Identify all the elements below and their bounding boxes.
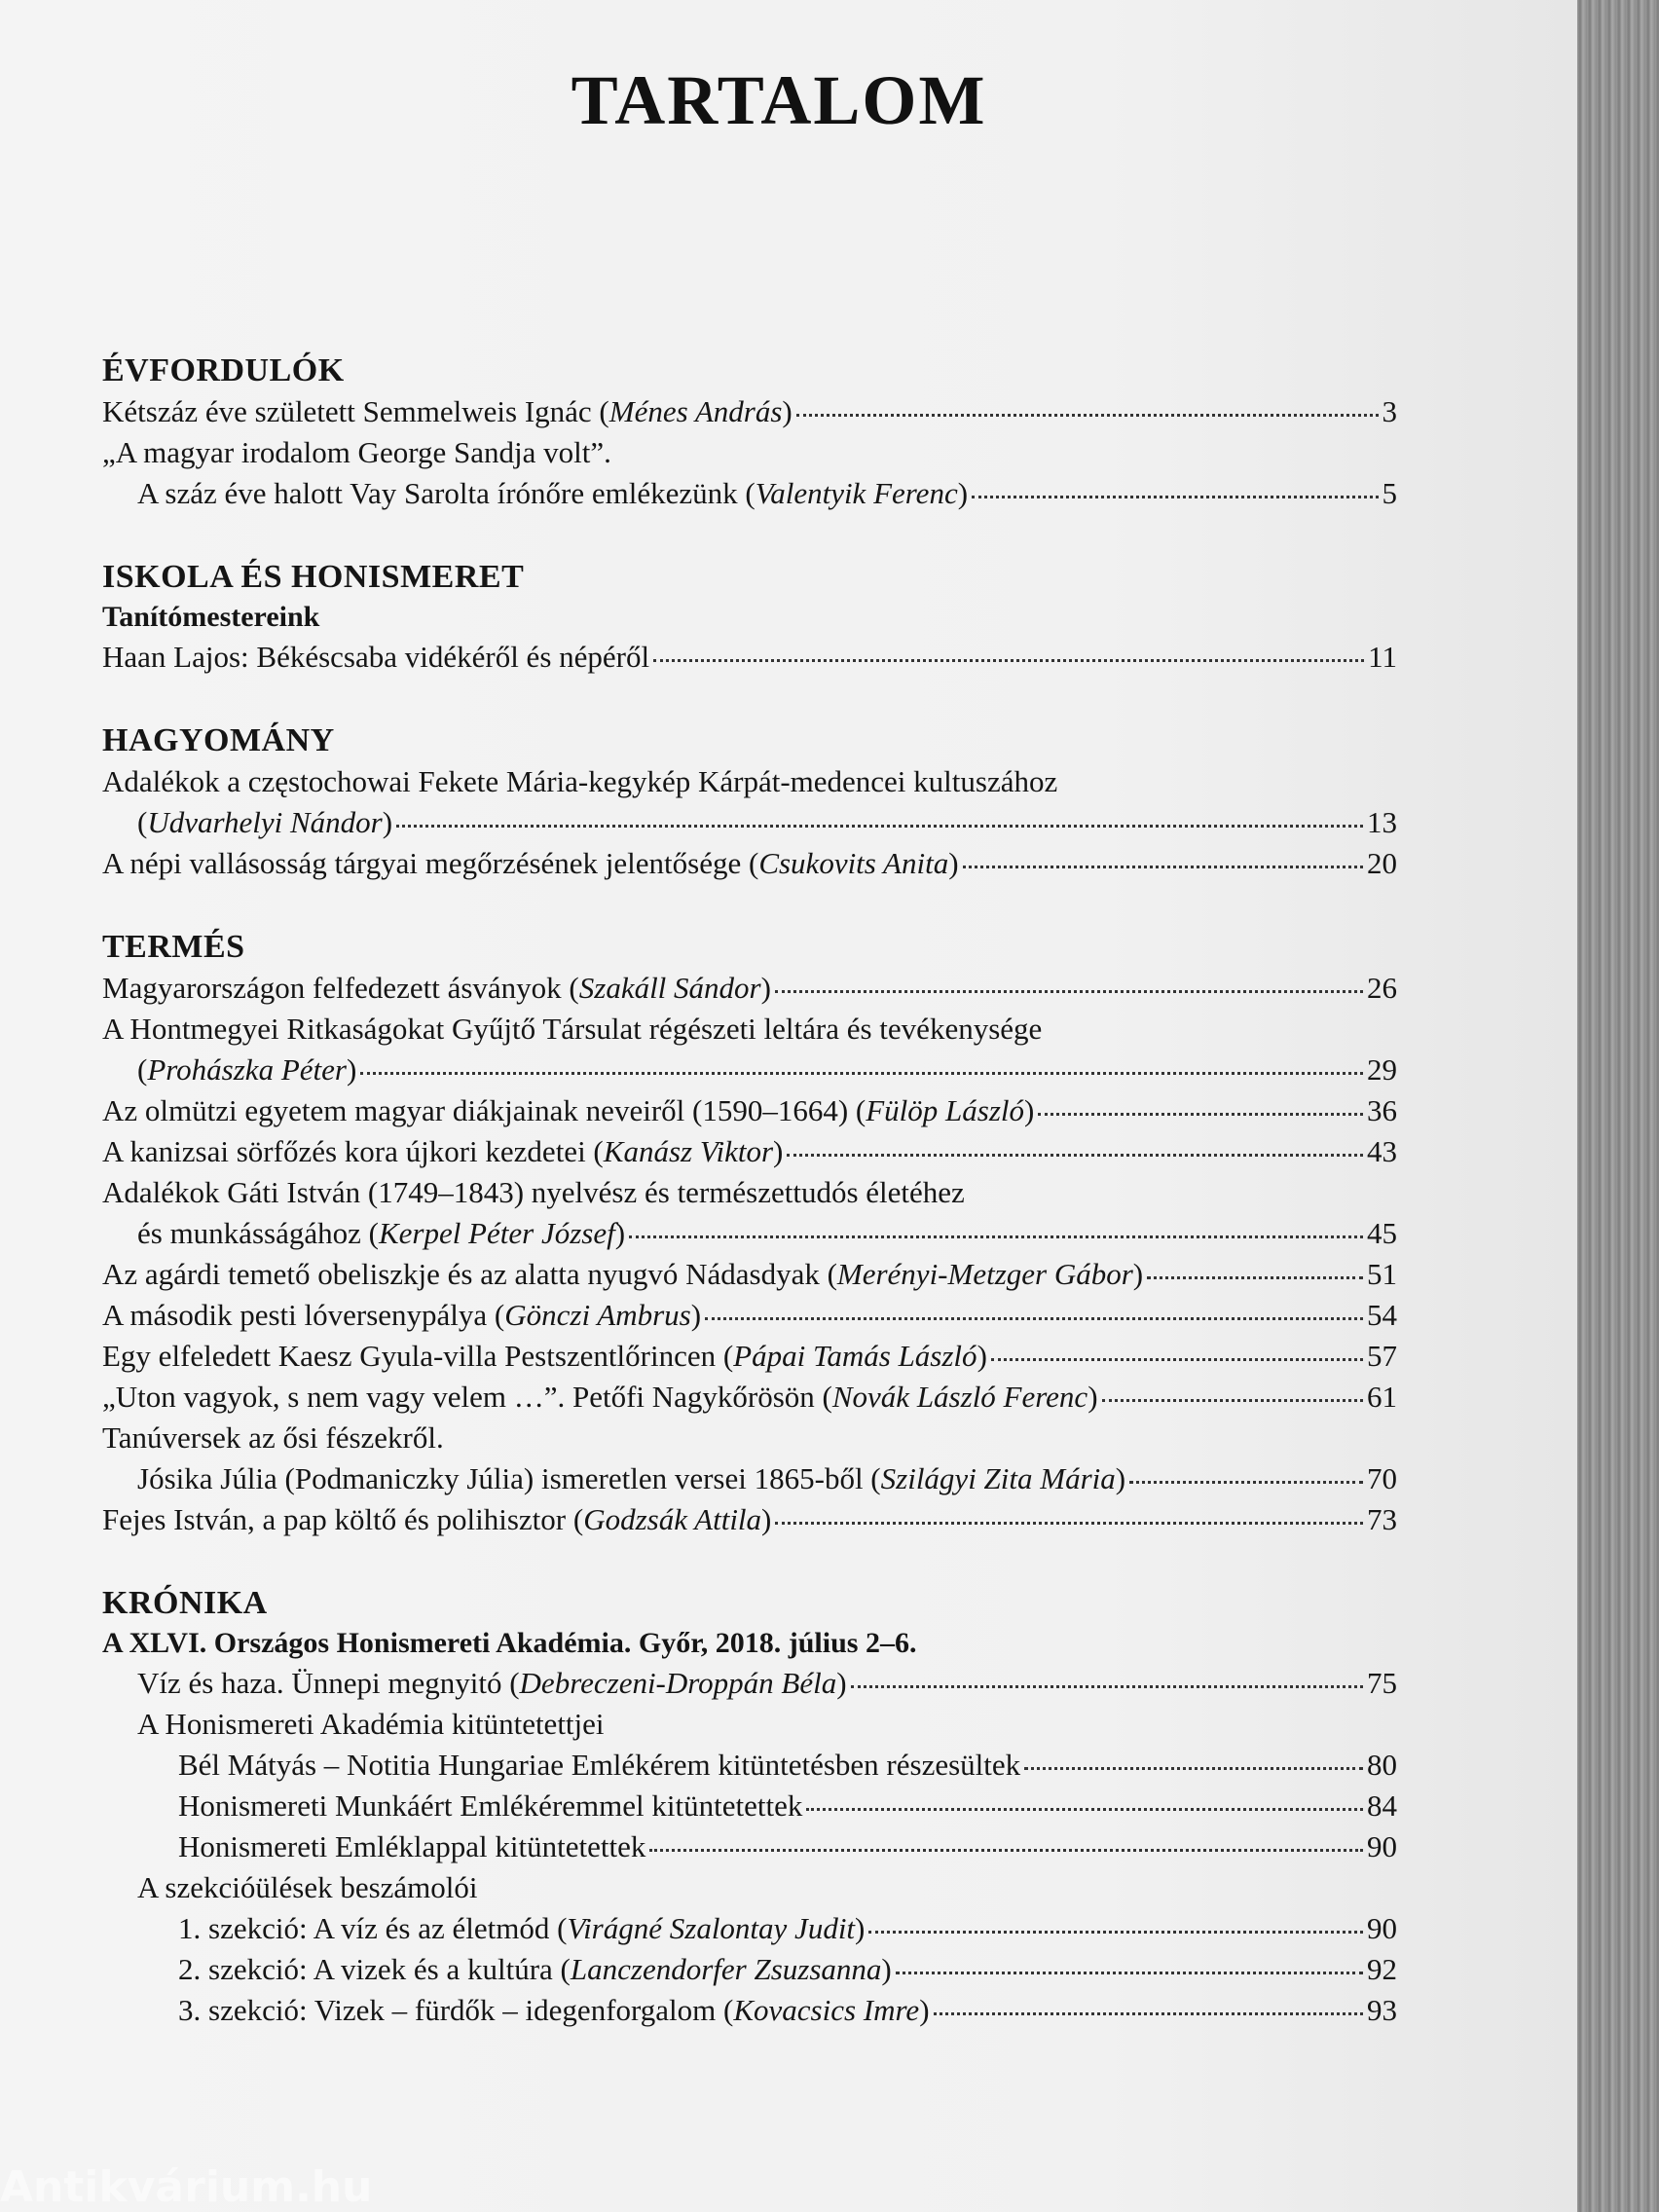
entry-text: Honismereti Munkáért Emlékéremmel kitüntetettek bbox=[178, 1788, 803, 1823]
entry-title bbox=[137, 473, 968, 514]
section-heading: KRÓNIKA bbox=[102, 1585, 268, 1621]
toc-entry bbox=[102, 1704, 1397, 1745]
dot-leader bbox=[1024, 1767, 1363, 1770]
toc-entry bbox=[102, 1908, 1397, 1949]
entry-text: Az agárdi temető obeliszkje és az alatta nyugvó Nádasdyak ( bbox=[102, 1257, 837, 1291]
entry-author: Novák László Ferenc bbox=[831, 1380, 1088, 1414]
entry-text: és munkásságához ( bbox=[137, 1216, 379, 1250]
entry-title bbox=[178, 1990, 930, 2031]
entry-title-line: A Hontmegyei Ritkaságokat Gyűjtő Társulat régészeti leltára és tevékenysége bbox=[102, 1012, 1043, 1046]
entry-author: Prohászka Péter bbox=[147, 1052, 347, 1087]
entry-text: A második pesti lóversenypálya ( bbox=[102, 1298, 505, 1332]
page-number: 51 bbox=[1367, 1257, 1397, 1291]
entry-title bbox=[178, 1908, 865, 1949]
page-number: 90 bbox=[1367, 1829, 1397, 1863]
entry-text-end: ) bbox=[1088, 1380, 1098, 1414]
entry-row bbox=[102, 1826, 1397, 1867]
dot-leader bbox=[806, 1808, 1363, 1811]
toc-section bbox=[102, 557, 1397, 678]
entry-row bbox=[102, 1131, 1397, 1172]
page-number: 5 bbox=[1382, 476, 1397, 510]
page-number: 75 bbox=[1367, 1666, 1397, 1700]
toc-entry bbox=[102, 1949, 1397, 1990]
entry-text-end: ) bbox=[614, 1216, 626, 1250]
entry-group-label: A Honismereti Akadémia kitüntetettjei bbox=[137, 1707, 605, 1741]
page-number: 84 bbox=[1367, 1788, 1397, 1823]
entry-text: Jósika Júlia (Podmaniczky Júlia) ismeretlen versei 1865-ből ( bbox=[137, 1461, 881, 1495]
toc-entry bbox=[102, 1786, 1397, 1826]
toc-entry bbox=[102, 1499, 1397, 1540]
toc-entry bbox=[102, 1745, 1397, 1786]
toc-entry bbox=[102, 1090, 1397, 1131]
page-number: 20 bbox=[1367, 846, 1397, 880]
dot-leader bbox=[991, 1358, 1363, 1361]
entry-author: Godzsák Attila bbox=[583, 1502, 762, 1536]
page-edge-stack bbox=[1577, 0, 1659, 2212]
section-heading: HAGYOMÁNY bbox=[102, 722, 335, 758]
dot-leader bbox=[629, 1235, 1363, 1238]
entry-row bbox=[102, 1254, 1397, 1295]
dot-leader bbox=[972, 496, 1378, 498]
section-heading: TERMÉS bbox=[102, 929, 245, 965]
toc-entry bbox=[102, 1867, 1397, 1908]
subsection-heading: Tanítómestereink bbox=[102, 601, 320, 633]
page-number: 45 bbox=[1367, 1216, 1397, 1250]
entry-text: 1. szekció: A víz és az életmód ( bbox=[178, 1911, 568, 1945]
entry-row bbox=[102, 1458, 1397, 1499]
entry-text-end: ) bbox=[957, 476, 969, 510]
page-number: 93 bbox=[1367, 1993, 1397, 2027]
entry-text: „Uton vagyok, s nem vagy velem …”. Petőfi Nagykőrösön ( bbox=[102, 1380, 832, 1414]
entry-text-end: ) bbox=[836, 1666, 847, 1700]
toc-section bbox=[102, 1583, 1397, 2031]
entry-text-end: ) bbox=[346, 1052, 357, 1087]
entry-row bbox=[102, 1377, 1397, 1418]
toc-entry bbox=[102, 1131, 1397, 1172]
entry-author: Kerpel Péter József bbox=[378, 1216, 615, 1250]
entry-row bbox=[102, 1213, 1397, 1254]
toc-entry bbox=[102, 1336, 1397, 1377]
entry-text: ( bbox=[137, 1052, 148, 1087]
entry-author: Gönczi Ambrus bbox=[504, 1298, 691, 1332]
toc-entry bbox=[102, 1295, 1397, 1336]
entry-title bbox=[178, 1949, 892, 1990]
toc-section bbox=[102, 927, 1397, 1540]
entry-text: Honismereti Emléklappal kitüntetettek bbox=[178, 1829, 646, 1863]
entry-title bbox=[102, 968, 771, 1009]
entry-text: A népi vallásosság tárgyai megőrzésének jelentősége ( bbox=[102, 846, 759, 880]
toc-entry bbox=[102, 1663, 1397, 1704]
entry-text: Víz és haza. Ünnepi megnyitó ( bbox=[137, 1666, 520, 1700]
entry-title-line: Adalékok a częstochowai Fekete Mária-kegykép Kárpát-medencei kultuszához bbox=[102, 764, 1058, 798]
toc-entry bbox=[102, 1172, 1397, 1254]
entry-row bbox=[102, 473, 1397, 514]
page-number: 92 bbox=[1367, 1952, 1397, 1986]
entry-row bbox=[102, 1663, 1397, 1704]
entry-author: Ménes András bbox=[608, 394, 783, 428]
entry-title bbox=[102, 391, 793, 432]
entry-title bbox=[102, 843, 959, 884]
entry-text-end: ) bbox=[782, 394, 793, 428]
dot-leader bbox=[896, 1972, 1363, 1974]
page-number: 80 bbox=[1367, 1748, 1397, 1782]
entry-text: Bél Mátyás – Notitia Hungariae Emlékérem kitüntetésben részesültek bbox=[178, 1748, 1021, 1782]
entry-title bbox=[178, 1826, 645, 1867]
dot-leader bbox=[1129, 1481, 1363, 1484]
toc-entry bbox=[102, 968, 1397, 1009]
dot-leader bbox=[868, 1931, 1363, 1934]
entry-text: A kanizsai sörfőzés kora újkori kezdetei ( bbox=[102, 1134, 604, 1168]
entry-author: Virágné Szalontay Judit bbox=[567, 1911, 856, 1945]
page-number: 57 bbox=[1367, 1339, 1397, 1373]
entry-row bbox=[102, 802, 1397, 843]
entry-title bbox=[137, 1663, 847, 1704]
entry-title-line: Tanúversek az ősi fészekről. bbox=[102, 1420, 444, 1455]
dot-leader bbox=[649, 1849, 1363, 1852]
subsection-heading: A XLVI. Országos Honismereti Akadémia. Győr, 2018. július 2–6. bbox=[102, 1627, 917, 1659]
dot-leader bbox=[787, 1154, 1363, 1157]
entry-text-end: ) bbox=[948, 846, 959, 880]
entry-text-end: ) bbox=[977, 1339, 987, 1373]
page-number: 36 bbox=[1367, 1093, 1397, 1127]
toc-entry bbox=[102, 1990, 1397, 2031]
page-number: 73 bbox=[1367, 1502, 1397, 1536]
dot-leader bbox=[851, 1685, 1363, 1688]
watermark: Antikvárium.hu bbox=[0, 2162, 373, 2212]
toc-section bbox=[102, 720, 1397, 884]
entry-text: ( bbox=[137, 805, 148, 839]
entry-title bbox=[102, 1336, 987, 1377]
entry-author: Udvarhelyi Nándor bbox=[147, 805, 383, 839]
toc-entry bbox=[102, 432, 1397, 514]
entry-text: Egy elfeledett Kaesz Gyula-villa Pestszentlőrincen ( bbox=[102, 1339, 734, 1373]
page-number: 43 bbox=[1367, 1134, 1397, 1168]
entry-author: Kanász Viktor bbox=[603, 1134, 774, 1168]
entry-author: Fülöp László bbox=[866, 1093, 1024, 1127]
toc-entry bbox=[102, 1377, 1397, 1418]
dot-leader bbox=[1038, 1113, 1363, 1116]
entry-text-end: ) bbox=[919, 1993, 930, 2027]
page-number: 29 bbox=[1367, 1052, 1397, 1087]
entry-text-end: ) bbox=[760, 971, 771, 1005]
dot-leader bbox=[775, 990, 1363, 993]
entry-row bbox=[102, 1786, 1397, 1826]
entry-title bbox=[137, 1213, 625, 1254]
entry-title bbox=[102, 1131, 783, 1172]
entry-author: Pápai Tamás László bbox=[733, 1339, 977, 1373]
entry-row bbox=[102, 1050, 1397, 1090]
dot-leader bbox=[963, 866, 1363, 868]
entry-title bbox=[137, 802, 392, 843]
section-heading: ISKOLA ÉS HONISMERET bbox=[102, 559, 525, 595]
entry-title bbox=[137, 1458, 1125, 1499]
entry-text: Kétszáz éve született Semmelweis Ignác ( bbox=[102, 394, 609, 428]
entry-text-end: ) bbox=[855, 1911, 866, 1945]
page-number: 3 bbox=[1382, 394, 1397, 428]
entry-text: 3. szekció: Vizek – fürdők – idegenforgalom ( bbox=[178, 1993, 734, 2027]
entry-title bbox=[137, 1050, 356, 1090]
toc-entry bbox=[102, 761, 1397, 843]
toc-section bbox=[102, 350, 1397, 514]
entry-title bbox=[102, 1254, 1143, 1295]
dot-leader bbox=[396, 825, 1363, 828]
entry-row bbox=[102, 843, 1397, 884]
page-number: 26 bbox=[1367, 971, 1397, 1005]
page-number: 11 bbox=[1368, 640, 1397, 674]
entry-title bbox=[102, 1295, 701, 1336]
entry-author: Szilágyi Zita Mária bbox=[880, 1461, 1116, 1495]
entry-row bbox=[102, 637, 1397, 678]
page-number: 61 bbox=[1367, 1380, 1397, 1414]
entry-text: Fejes István, a pap költő és polihisztor ( bbox=[102, 1502, 584, 1536]
entry-row bbox=[102, 1949, 1397, 1990]
entry-author: Lanczendorfer Zsuzsanna bbox=[570, 1952, 882, 1986]
dot-leader bbox=[796, 414, 1379, 417]
entry-row bbox=[102, 1336, 1397, 1377]
page-number: 70 bbox=[1367, 1461, 1397, 1495]
entry-text-end: ) bbox=[881, 1952, 892, 1986]
entry-text: 2. szekció: A vizek és a kultúra ( bbox=[178, 1952, 571, 1986]
dot-leader bbox=[1147, 1276, 1363, 1279]
entry-text: Haan Lajos: Békéscsaba vidékéről és népéről bbox=[102, 640, 650, 674]
entry-row bbox=[102, 1908, 1397, 1949]
dot-leader bbox=[705, 1317, 1363, 1320]
entry-author: Debreczeni-Droppán Béla bbox=[519, 1666, 837, 1700]
entry-text-end: ) bbox=[382, 805, 393, 839]
entry-row bbox=[102, 1745, 1397, 1786]
entry-title bbox=[178, 1786, 802, 1826]
entry-author: Csukovits Anita bbox=[758, 846, 949, 880]
entry-title bbox=[178, 1745, 1020, 1786]
toc-entry bbox=[102, 1009, 1397, 1090]
entry-row bbox=[102, 1295, 1397, 1336]
toc-entry bbox=[102, 1826, 1397, 1867]
page-number: 54 bbox=[1367, 1298, 1397, 1332]
entry-text-end: ) bbox=[773, 1134, 784, 1168]
page-number: 13 bbox=[1367, 805, 1397, 839]
entry-author: Szakáll Sándor bbox=[578, 971, 761, 1005]
entry-author: Kovacsics Imre bbox=[733, 1993, 920, 2027]
dot-leader bbox=[934, 2012, 1363, 2015]
dot-leader bbox=[775, 1522, 1363, 1525]
entry-row bbox=[102, 1990, 1397, 2031]
entry-group-label: A szekcióülések beszámolói bbox=[137, 1870, 478, 1904]
entry-title bbox=[102, 637, 649, 678]
entry-title-line: Adalékok Gáti István (1749–1843) nyelvész és természettudós életéhez bbox=[102, 1175, 965, 1209]
entry-row bbox=[102, 1499, 1397, 1540]
dot-leader bbox=[653, 659, 1364, 662]
entry-row bbox=[102, 391, 1397, 432]
entry-text: Az olmützi egyetem magyar diákjainak neveiről (1590–1664) ( bbox=[102, 1093, 866, 1127]
entry-text-end: ) bbox=[690, 1298, 702, 1332]
toc-entry bbox=[102, 1254, 1397, 1295]
page-number: 90 bbox=[1367, 1911, 1397, 1945]
entry-title-line: „A magyar irodalom George Sandja volt”. bbox=[102, 435, 611, 469]
entry-text: Magyarországon felfedezett ásványok ( bbox=[102, 971, 579, 1005]
entry-author: Merényi-Metzger Gábor bbox=[836, 1257, 1133, 1291]
section-heading: ÉVFORDULÓK bbox=[102, 352, 345, 388]
entry-text: A száz éve halott Vay Sarolta írónőre emlékezünk ( bbox=[137, 476, 756, 510]
entry-row bbox=[102, 968, 1397, 1009]
entry-title bbox=[102, 1090, 1034, 1131]
entry-row bbox=[102, 1090, 1397, 1131]
entry-title bbox=[102, 1377, 1098, 1418]
dot-leader bbox=[360, 1072, 1363, 1075]
entry-text-end: ) bbox=[1115, 1461, 1126, 1495]
page-title: TARTALOM bbox=[571, 61, 987, 139]
dot-leader bbox=[1102, 1399, 1363, 1402]
table-of-contents bbox=[102, 350, 1397, 2031]
entry-text-end: ) bbox=[1132, 1257, 1144, 1291]
toc-entry bbox=[102, 391, 1397, 432]
toc-entry bbox=[102, 843, 1397, 884]
toc-entry bbox=[102, 637, 1397, 678]
entry-author: Valentyik Ferenc bbox=[755, 476, 958, 510]
entry-text-end: ) bbox=[1024, 1093, 1035, 1127]
entry-title bbox=[102, 1499, 771, 1540]
entry-text-end: ) bbox=[761, 1502, 772, 1536]
toc-entry bbox=[102, 1418, 1397, 1499]
